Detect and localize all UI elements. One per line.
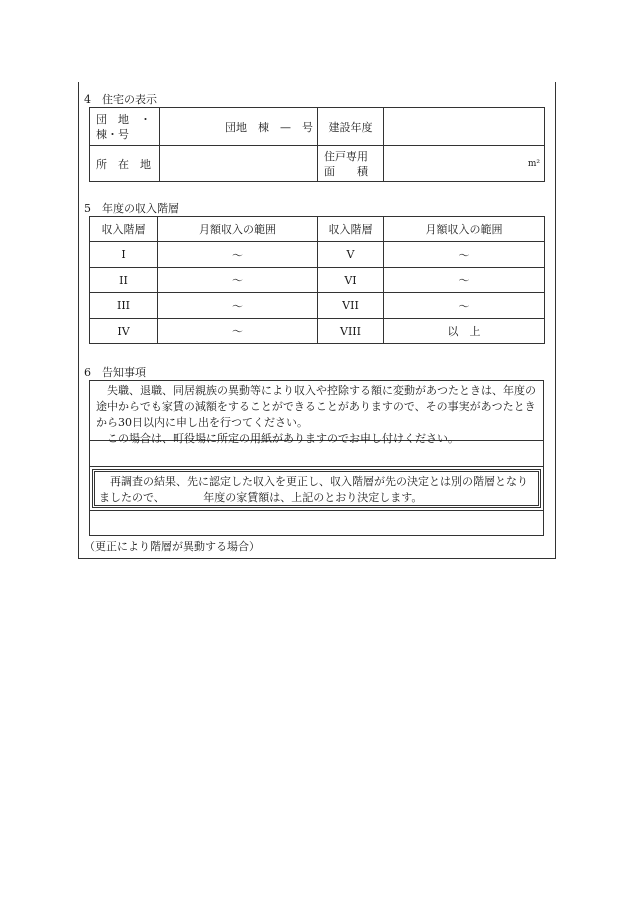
danchi-label-line1: 団 地 ・ bbox=[96, 112, 151, 126]
range-cell: 以 上 bbox=[384, 319, 545, 344]
section-5-title: 5 年度の収入階層 bbox=[84, 202, 179, 215]
blank-row bbox=[89, 441, 544, 467]
level-cell: VII bbox=[318, 293, 384, 319]
area-label-line1: 住戸専用 bbox=[324, 149, 368, 163]
level-cell: II bbox=[90, 268, 158, 293]
address-label: 所 在 地 bbox=[90, 146, 160, 182]
level-cell: VIII bbox=[318, 319, 384, 344]
table-row bbox=[90, 268, 545, 293]
header-income-level-2: 収入階層 bbox=[318, 217, 384, 242]
address-value[interactable] bbox=[160, 146, 318, 182]
section-4-title: 4 住宅の表示 bbox=[84, 93, 157, 106]
revision-box bbox=[92, 469, 541, 508]
header-income-range-1: 月額収入の範囲 bbox=[158, 217, 318, 242]
header-income-level-1: 収入階層 bbox=[90, 217, 158, 242]
blank-row-2 bbox=[89, 511, 544, 536]
danchi-label bbox=[90, 108, 160, 146]
range-cell: 〜 bbox=[158, 242, 318, 268]
year-label: 建設年度 bbox=[318, 108, 384, 146]
range-cell: 〜 bbox=[158, 268, 318, 293]
range-cell: 〜 bbox=[158, 293, 318, 319]
housing-table bbox=[89, 107, 545, 182]
notice-box bbox=[89, 380, 544, 445]
range-cell: 〜 bbox=[158, 319, 318, 344]
danchi-value: 団地 棟 — 号 bbox=[160, 108, 318, 146]
revision-outer bbox=[89, 467, 544, 511]
range-cell: 〜 bbox=[384, 268, 545, 293]
year-value[interactable] bbox=[384, 108, 545, 146]
range-cell: 〜 bbox=[384, 293, 545, 319]
area-value: m² bbox=[384, 146, 545, 182]
header-income-range-2: 月額収入の範囲 bbox=[384, 217, 545, 242]
level-cell: I bbox=[90, 242, 158, 268]
footnote: （更正により階層が異動する場合） bbox=[84, 540, 260, 553]
level-cell: IV bbox=[90, 319, 158, 344]
revision-text: 再調査の結果、先に認定した収入を更正し、収入階層が先の決定とは別の階層となりましたので、 年度の家賃額は、上記のとおり決定します。 bbox=[99, 475, 528, 504]
area-label-line2: 面 積 bbox=[324, 164, 368, 178]
section-6-title: 6 告知事項 bbox=[84, 366, 146, 379]
notice-paragraph-1: 失職、退職、同居親族の異動等により収入や控除する額に変動があつたときは、年度の途中からでも家賃の減額をすることができることがありますので、その事実があつたときから30日以内に申し出を行つてください。 bbox=[96, 384, 536, 429]
table-row bbox=[90, 319, 545, 344]
income-table bbox=[89, 216, 545, 344]
area-label bbox=[318, 146, 384, 182]
danchi-label-line2: 棟・号 bbox=[96, 127, 129, 141]
level-cell: III bbox=[90, 293, 158, 319]
table-row bbox=[90, 242, 545, 268]
notice-paragraph-2: この場合は、町役場に所定の用紙がありますのでお申し付けください。 bbox=[107, 432, 459, 445]
table-row bbox=[90, 293, 545, 319]
level-cell: V bbox=[318, 242, 384, 268]
level-cell: VI bbox=[318, 268, 384, 293]
range-cell: 〜 bbox=[384, 242, 545, 268]
